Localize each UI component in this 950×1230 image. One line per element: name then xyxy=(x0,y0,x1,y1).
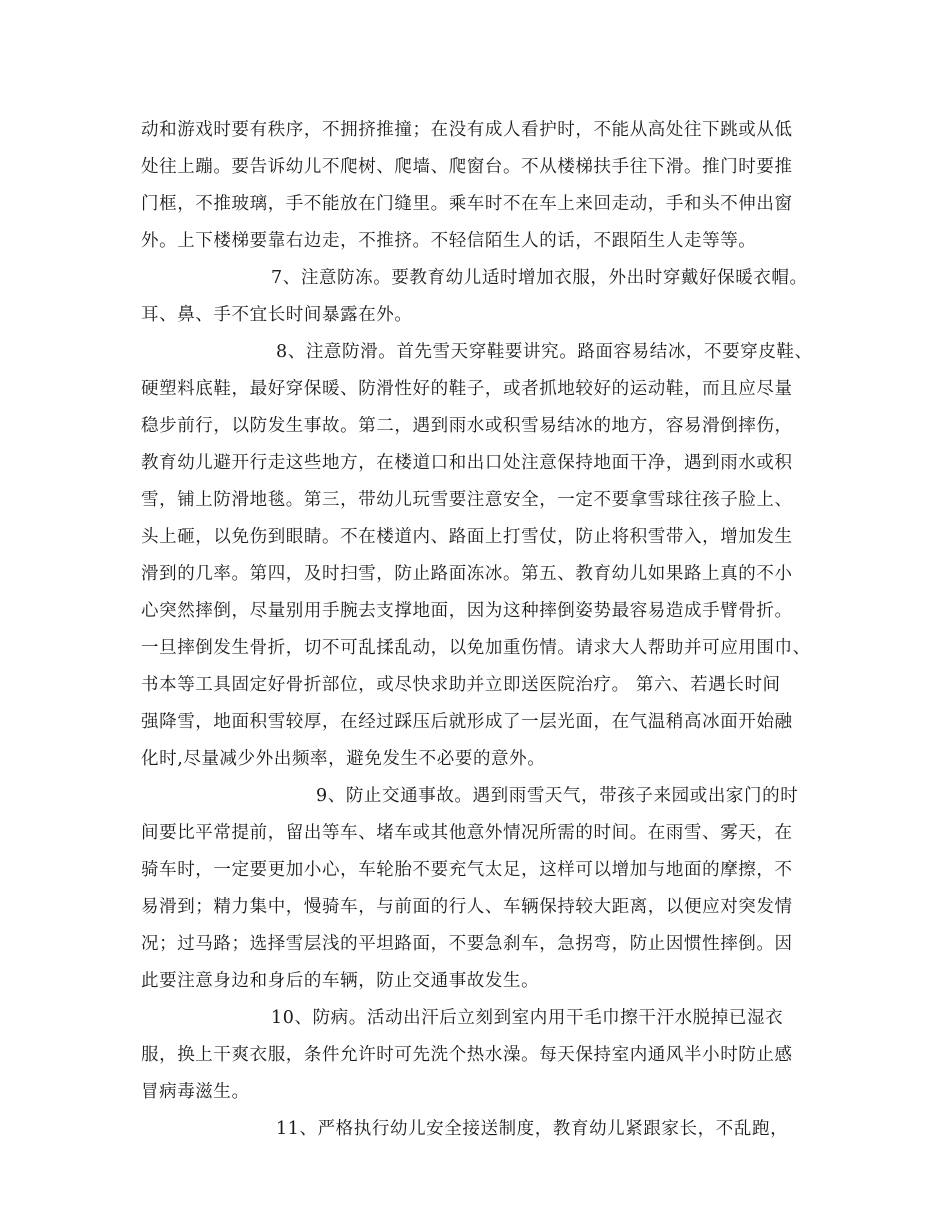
text-line: 门框，不推玻璃，手不能放在门缝里。乘车时不在车上来回走动，手和头不伸出窗 xyxy=(141,194,793,214)
text-line: 强降雪，地面积雪较厚，在经过踩压后就形成了一层光面，在气温稍高冰面开始融 xyxy=(141,712,793,732)
text-line: 9、防止交通事故。遇到雨雪天气，带孩子来园或出家门的时 xyxy=(316,786,799,806)
text-line: 头上砸，以免伤到眼睛。不在楼道内、路面上打雪仗，防止将积雪带入，增加发生 xyxy=(141,527,793,547)
text-line: 耳、鼻、手不宜长时间暴露在外。 xyxy=(141,305,413,325)
text-line: 教育幼儿避开行走这些地方，在楼道口和出口处注意保持地面干净，遇到雨水或积 xyxy=(141,453,793,473)
text-line: 硬塑料底鞋，最好穿保暖、防滑性好的鞋子，或者抓地较好的运动鞋，而且应尽量 xyxy=(141,379,793,399)
text-line: 11、严格执行幼儿安全接送制度，教育幼儿紧跟家长，不乱跑， xyxy=(276,1119,789,1139)
text-line: 化时,尽量减少外出频率，避免发生不必要的意外。 xyxy=(141,749,546,769)
text-line: 外。上下楼梯要靠右边走，不推挤。不轻信陌生人的话，不跟陌生人走等等。 xyxy=(141,231,757,251)
text-line: 冒病毒滋生。 xyxy=(141,1082,250,1102)
text-line: 书本等工具固定好骨折部位，或尽快求助并立即送医院治疗。 第六、若遇长时间 xyxy=(141,675,781,695)
text-line: 雪，铺上防滑地毯。第三，带幼儿玩雪要注意安全，一定不要拿雪球往孩子脸上、 xyxy=(141,490,793,510)
text-line: 10、防病。活动出汗后立刻到室内用干毛巾擦干汗水脱掉已湿衣 xyxy=(271,1008,784,1028)
text-line: 动和游戏时要有秩序，不拥挤推撞；在没有成人看护时，不能从高处往下跳或从低 xyxy=(141,120,793,140)
text-line: 滑到的几率。第四，及时扫雪，防止路面冻冰。第五、教育幼儿如果路上真的不小 xyxy=(141,564,793,584)
text-line: 8、注意防滑。首先雪天穿鞋要讲究。路面容易结冰，不要穿皮鞋、 xyxy=(276,342,813,362)
text-line: 易滑到；精力集中，慢骑车，与前面的行人、车辆保持较大距离，以便应对突发情 xyxy=(141,897,793,917)
text-line: 此要注意身边和身后的车辆，防止交通事故发生。 xyxy=(141,971,540,991)
text-line: 稳步前行，以防发生事故。第二，遇到雨水或积雪易结冰的地方，容易滑倒摔伤， xyxy=(141,416,793,436)
text-line: 间要比平常提前，留出等车、堵车或其他意外情况所需的时间。在雨雪、雾天，在 xyxy=(141,823,793,843)
text-line: 处往上蹦。要告诉幼儿不爬树、爬墙、爬窗台。不从楼梯扶手往下滑。推门时要推 xyxy=(141,157,793,177)
text-line: 7、注意防冻。要教育幼儿适时增加衣服，外出时穿戴好保暖衣帽。 xyxy=(271,268,808,288)
text-line: 服，换上干爽衣服，条件允许时可先洗个热水澡。每天保持室内通风半小时防止感 xyxy=(141,1045,793,1065)
text-line: 骑车时，一定要更加小心，车轮胎不要充气太足，这样可以增加与地面的摩擦，不 xyxy=(141,860,793,880)
text-line: 心突然摔倒，尽量别用手腕去支撑地面，因为这种摔倒姿势最容易造成手臂骨折。 xyxy=(141,601,793,621)
text-line: 一旦摔倒发生骨折，切不可乱揉乱动，以免加重伤情。请求大人帮助并可应用围巾、 xyxy=(141,638,811,658)
text-line: 况；过马路；选择雪层浅的平坦路面，不要急刹车，急拐弯，防止因惯性摔倒。因 xyxy=(141,934,793,954)
